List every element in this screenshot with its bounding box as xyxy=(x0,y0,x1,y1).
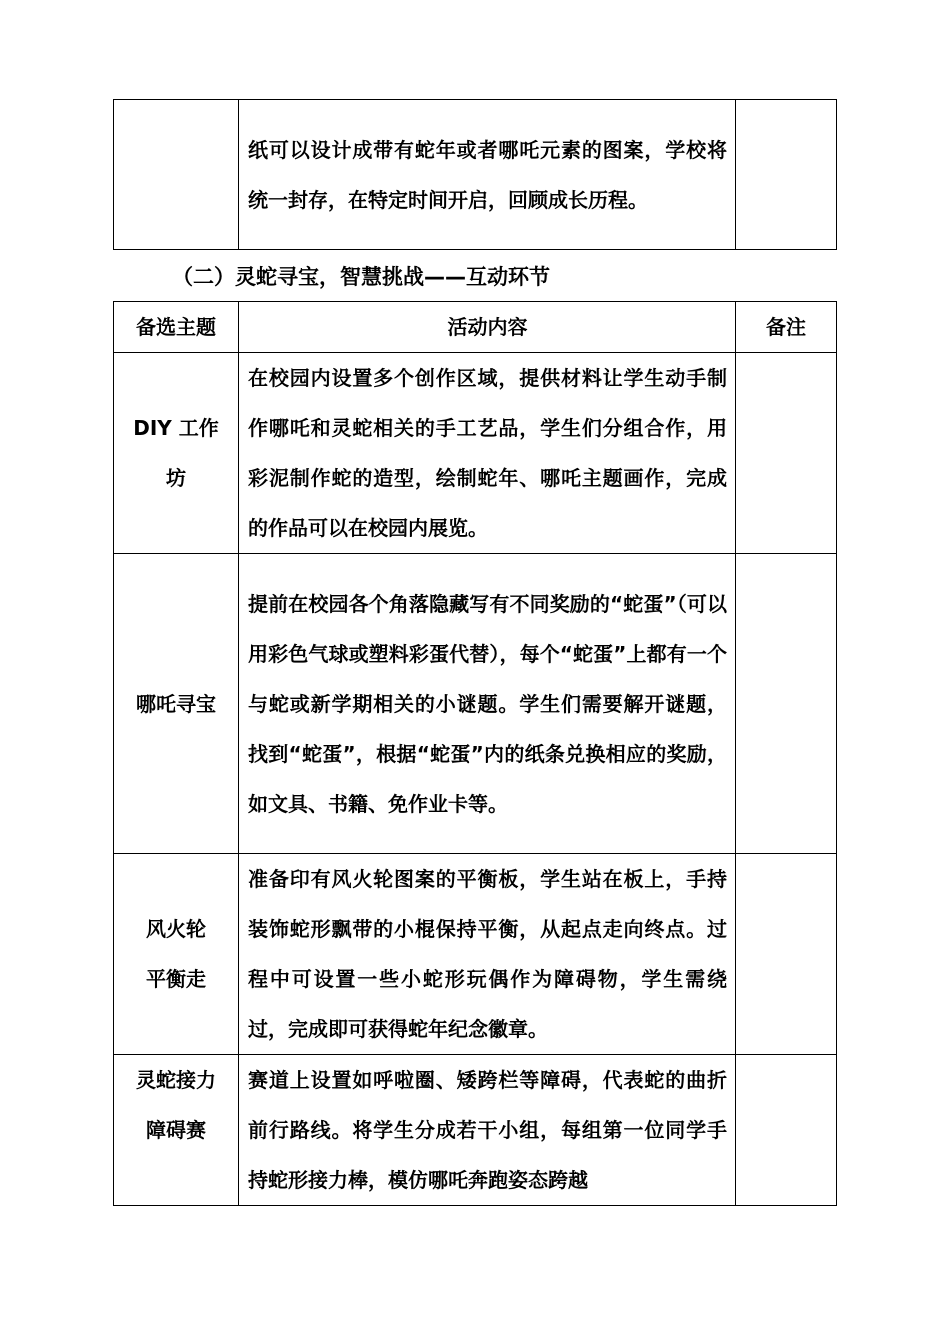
note-cell xyxy=(736,854,837,1055)
header-theme: 备选主题 xyxy=(114,302,239,353)
content-cell: 在校园内设置多个创作区域，提供材料让学生动手制作哪吒和灵蛇相关的手工艺品，学生们分组合作，用彩泥制作蛇的造型，绘制蛇年、哪吒主题画作，完成的作品可以在校园内展览。 xyxy=(239,353,736,554)
theme-cell xyxy=(114,1055,239,1206)
table-row xyxy=(114,353,837,554)
theme-cell xyxy=(114,100,239,250)
header-note: 备注 xyxy=(736,302,837,353)
table-row xyxy=(114,1055,837,1206)
note-cell xyxy=(736,554,837,854)
theme-cell xyxy=(114,554,239,854)
note-cell xyxy=(736,353,837,554)
content-cell: 提前在校园各个角落隐藏写有不同奖励的“蛇蛋”（可以用彩色气球或塑料彩蛋代替），每个“蛇蛋”上都有一个与蛇或新学期相关的小谜题。学生们需要解开谜题，找到“蛇蛋”，根据“蛇蛋”内的纸条兑换相应的奖励，如文具、书籍、免作业卡等。 xyxy=(239,554,736,854)
content-cell: 纸可以设计成带有蛇年或者哪吒元素的图案，学校将统一封存，在特定时间开启，回顾成长历程。 xyxy=(239,100,736,250)
table-row xyxy=(114,854,837,1055)
theme-line: DIY 工作 xyxy=(133,416,219,440)
table-header-row xyxy=(114,302,837,353)
theme-line: 平衡走 xyxy=(146,967,206,991)
theme-line: 风火轮 xyxy=(146,917,206,941)
content-cell: 准备印有风火轮图案的平衡板，学生站在板上，手持装饰蛇形飘带的小棍保持平衡，从起点走向终点。过程中可设置一些小蛇形玩偶作为障碍物，学生需绕过，完成即可获得蛇年纪念徽章。 xyxy=(239,854,736,1055)
content-cell: 赛道上设置如呼啦圈、矮跨栏等障碍，代表蛇的曲折前行路线。将学生分成若干小组，每组第一位同学手持蛇形接力棒，模仿哪吒奔跑姿态跨越 xyxy=(239,1055,736,1206)
header-content: 活动内容 xyxy=(239,302,736,353)
note-cell xyxy=(736,1055,837,1206)
activity-table xyxy=(113,301,837,1206)
note-cell xyxy=(736,100,837,250)
theme-line: 灵蛇接力 xyxy=(136,1068,216,1092)
theme-cell xyxy=(114,353,239,554)
section-heading: （二）灵蛇寻宝，智慧挑战——互动环节 xyxy=(172,265,550,289)
table-row xyxy=(114,554,837,854)
table-row xyxy=(114,100,837,250)
theme-line: 坊 xyxy=(166,466,186,490)
theme-line: 哪吒寻宝 xyxy=(136,691,216,716)
theme-cell xyxy=(114,854,239,1055)
theme-line: 障碍赛 xyxy=(146,1118,206,1142)
activity-table-continuation xyxy=(113,99,837,250)
